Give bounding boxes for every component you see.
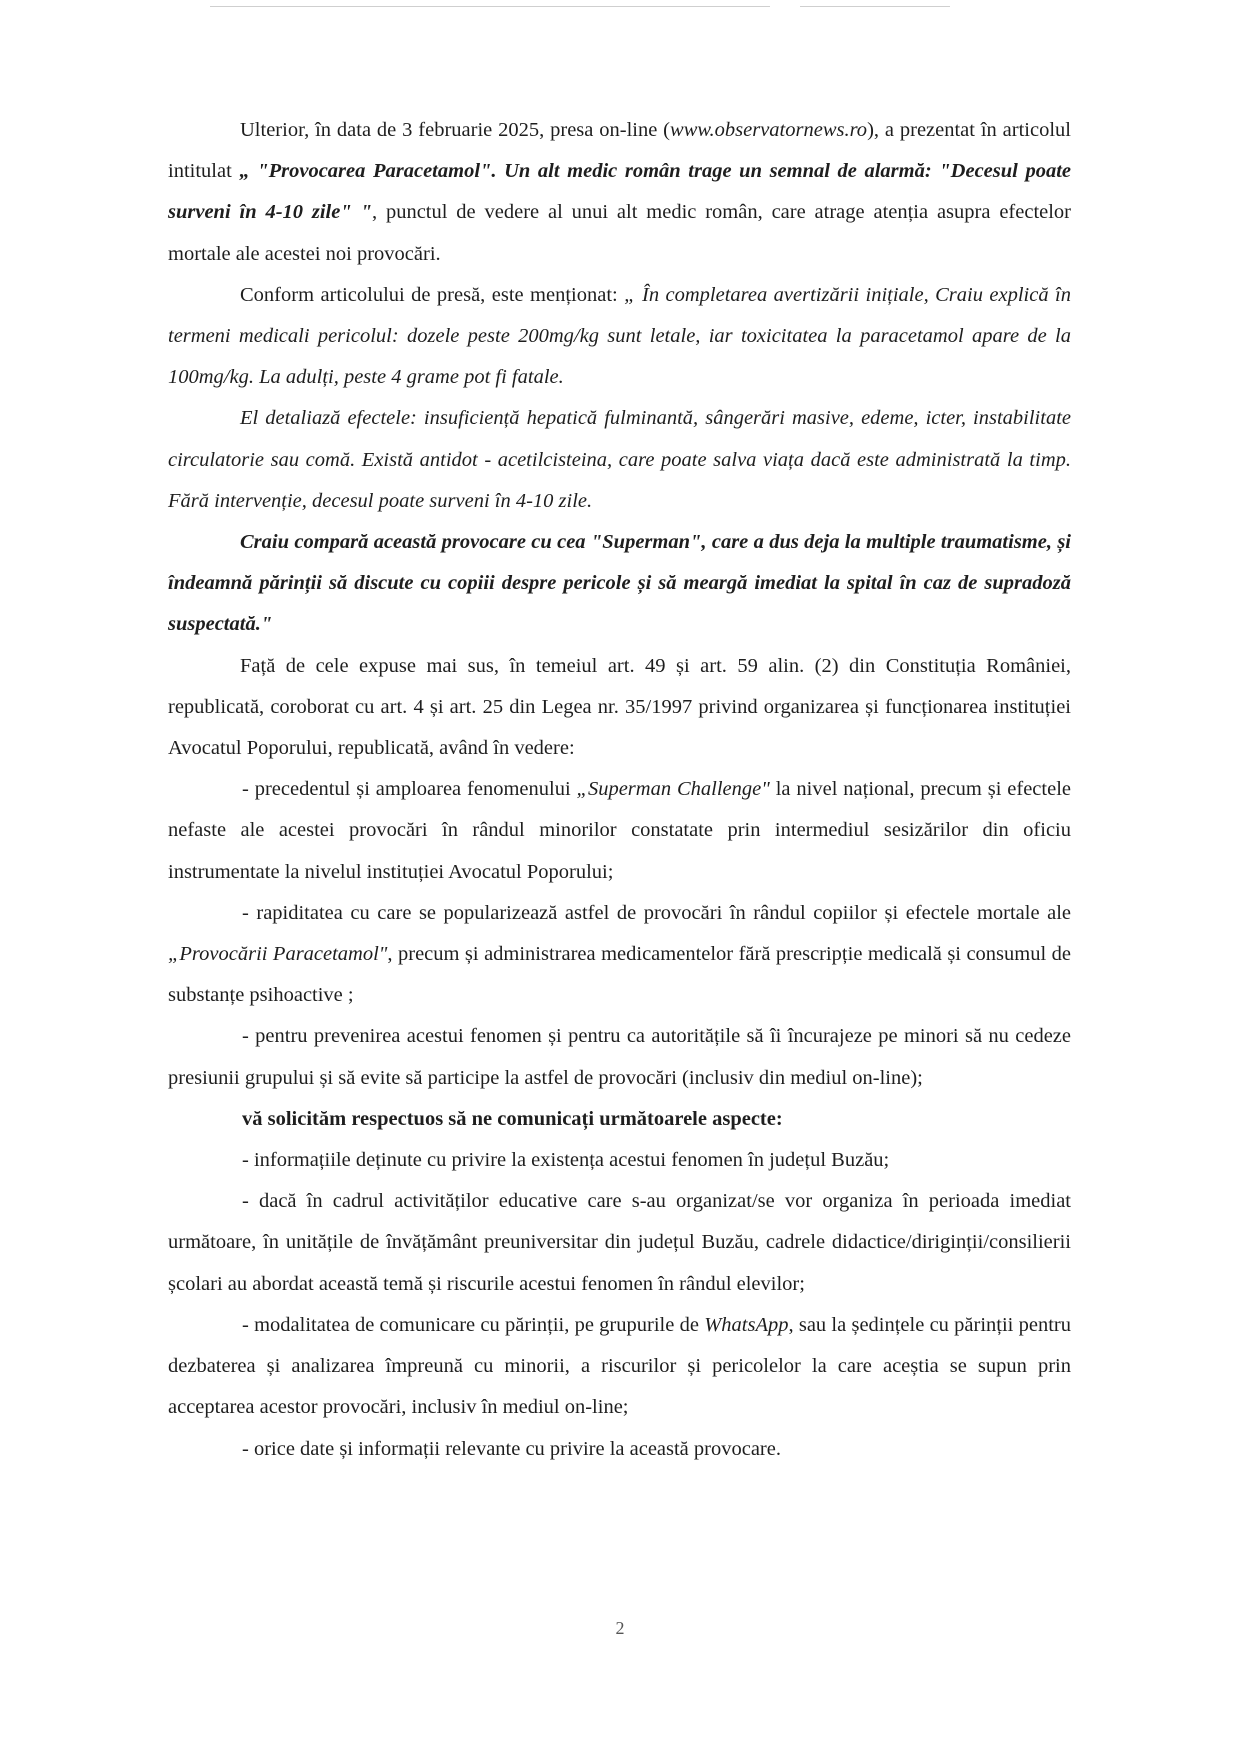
scan-artifact-line [210, 6, 770, 7]
request-item-information: - informațiile deținute cu privire la existența acestui fenomen în județul Buzău; [242, 1149, 890, 1172]
paragraph-article-quote: Conform articolului de presă, este menționat: „ În completarea avertizării inițiale, Craiu explică în termeni medicali pericolul: dozele peste 200mg/kg sunt letale, iar toxicitatea la paracetamol apare de la 100mg/kg. La adulți, peste 4 grame pot fi fatale. [168, 283, 1071, 389]
list-item-superman: - precedentul și amploarea fenomenului „Superman Challenge" la nivel național, precum și efectele nefaste ale acestei provocări în rândul minorilor constatate prin intermediul sesizărilor din oficiu instrumentate la nivelul instituției Avocatul Poporului; [168, 778, 1071, 883]
list-item-prevention: - pentru prevenirea acestui fenomen și pentru ca autoritățile să îi încurajeze pe minori să nu cedeze presiunii grupului și să evite să participe la astfel de provocări (inclusiv din mediul on-line); [168, 1025, 1071, 1089]
press-website: www.observatornews.ro [670, 119, 868, 141]
document-body [168, 110, 1071, 1470]
request-item-parents: - modalitatea de comunicare cu părinții, pe grupurile de WhatsApp, sau la ședințele cu părinții pentru dezbaterea și analizarea împreună cu minorii, a riscurilor și pericolelor la care aceștia se supun prin acceptarea acestor provocări, inclusiv în mediul on-line; [168, 1313, 1071, 1419]
request-item-other-data: - orice date și informații relevante cu privire la această provocare. [242, 1437, 781, 1460]
list-item-paracetamol: - rapiditatea cu care se popularizează astfel de provocări în rândul copiilor și efectele mortale ale „Provocării Paracetamol", precum și administrarea medicamentelor fără prescripție medicală și consumul de substanțe psihoactive ; [168, 901, 1071, 1007]
paragraph-press-intro: Ulterior, în data de 3 februarie 2025, presa on-line (www.observatornews.ro), a prezentat în articolul intitulat „ "Provocarea Paracetamol". Un alt medic român trage un semnal de alarmă: "Decesul poate surveni în 4-10 zile" ", punctul de vedere al unui alt medic român, care atrage atenția asupra efectelor mortale ale acestei noi provocări. [168, 119, 1072, 265]
scan-artifact-line [800, 6, 950, 7]
paragraph-effects: El detaliază efectele: insuficiență hepatică fulminantă, sângerări masive, edeme, icter, instabilitate circulatorie sau comă. Există antidot - acetilcisteina, care poate salva viața dacă este administrată la timp. Fără intervenție, decesul poate surveni în 4-10 zile. [168, 407, 1071, 512]
paragraph-legal-basis: Față de cele expuse mai sus, în temeiul art. 49 și art. 59 alin. (2) din Constituția României, republicată, coroborat cu art. 4 și art. 25 din Legea nr. 35/1997 privind organizarea și funcționarea instituției Avocatul Poporului, republicată, având în vedere: [168, 654, 1071, 760]
quote-text: „ În completarea avertizării inițiale, Craiu explică în termeni medicali pericolul: dozele peste 200mg/kg sunt letale, iar toxicitatea la paracetamol apare de la 100mg/kg. La adulți, peste 4 grame pot fi fatale. [168, 283, 1071, 389]
page-number: 2 [615, 1618, 625, 1638]
request-item-activities: - dacă în cadrul activităților educative care s-au organizat/se vor organiza în perioada imediat următoare, în unitățile de învățământ preuniversitar din județul Buzău, cadrele didactice/diriginții/consilierii școlari au abordat această temă și riscurile acestui fenomen în rândul elevilor; [168, 1190, 1071, 1295]
paragraph-comparison: Craiu compară această provocare cu cea "Superman", care a dus deja la multiple traumatisme, și îndeamnă părinții să discute cu copiii despre pericole și să meargă imediat la spital în caz de supradoză suspectată." [168, 531, 1071, 636]
request-heading: vă solicităm respectuos să ne comunicați următoarele aspecte: [242, 1107, 783, 1130]
article-title: „ "Provocarea Paracetamol". Un alt medic român trage un semnal de alarmă: "Decesul poate surveni în 4-10 zile" " [168, 160, 1071, 224]
